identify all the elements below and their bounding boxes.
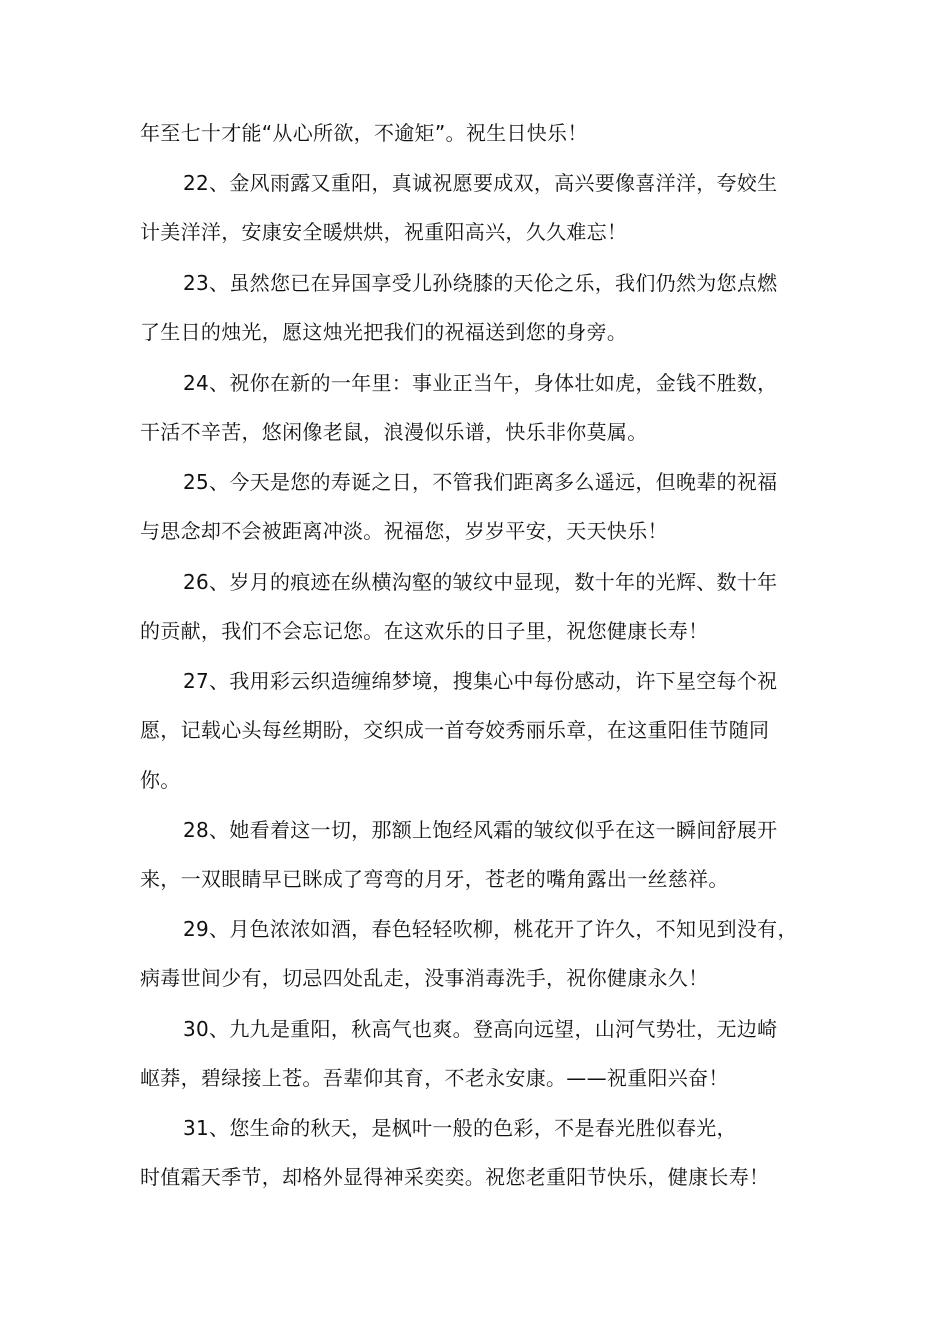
text-line: 30、九九是重阳，秋高气也爽。登高向远望，山河气势壮，无边崎	[183, 1017, 778, 1041]
text-line: 的贡献，我们不会忘记您。在这欢乐的日子里，祝您健康长寿！	[140, 619, 709, 643]
text-line: 时值霜天季节，却格外显得神采奕奕。祝您老重阳节快乐，健康长寿！	[140, 1165, 770, 1189]
text-line: 年至七十才能“从心所欲，不逾矩”。祝生日快乐！	[140, 121, 588, 145]
text-line: 来，一双眼睛早已眯成了弯弯的月牙，苍老的嘴角露出一丝慈祥。	[140, 867, 729, 891]
text-line: 计美洋洋，安康安全暖烘烘，祝重阳高兴，久久难忘！	[140, 220, 628, 244]
text-line: 23、虽然您已在异国享受儿孙绕膝的天伦之乐，我们仍然为您点燃	[183, 271, 778, 295]
text-line: 31、您生命的秋天，是枫叶一般的色彩，不是春光胜似春光，	[183, 1116, 737, 1140]
text-line: 29、月色浓浓如酒，春色轻轻吹柳，桃花开了许久，不知见到没有，	[183, 917, 798, 941]
text-line: 28、她看着这一切，那额上饱经风霜的皱纹似乎在这一瞬间舒展开	[183, 818, 778, 842]
text-line: 26、岁月的痕迹在纵横沟壑的皱纹中显现，数十年的光辉、数十年	[183, 570, 778, 594]
text-line: 24、祝你在新的一年里：事业正当午，身体壮如虎，金钱不胜数，	[183, 371, 778, 395]
text-line: 干活不辛苦，悠闲像老鼠，浪漫似乐谱，快乐非你莫属。	[140, 420, 648, 444]
text-line: 22、金风雨露又重阳，真诚祝愿要成双，高兴要像喜洋洋，夸姣生	[183, 171, 778, 195]
text-line: 25、今天是您的寿诞之日，不管我们距离多么遥远，但晚辈的祝福	[183, 470, 778, 494]
text-line: 病毒世间少有，切忌四处乱走，没事消毒洗手，祝你健康永久！	[140, 966, 709, 990]
text-line: 愿，记载心头每丝期盼，交织成一首夸姣秀丽乐章，在这重阳佳节随同	[140, 718, 770, 742]
text-line: 你。	[140, 768, 181, 792]
text-line: 岖莽，碧绿接上苍。吾辈仰其育，不老永安康。——祝重阳兴奋！	[140, 1066, 729, 1090]
text-line: 27、我用彩云织造缠绵梦境，搜集心中每份感动，许下星空每个祝	[183, 669, 778, 693]
text-line: 了生日的烛光，愿这烛光把我们的祝福送到您的身旁。	[140, 320, 628, 344]
text-line: 与思念却不会被距离冲淡。祝福您，岁岁平安，天天快乐！	[140, 519, 668, 543]
